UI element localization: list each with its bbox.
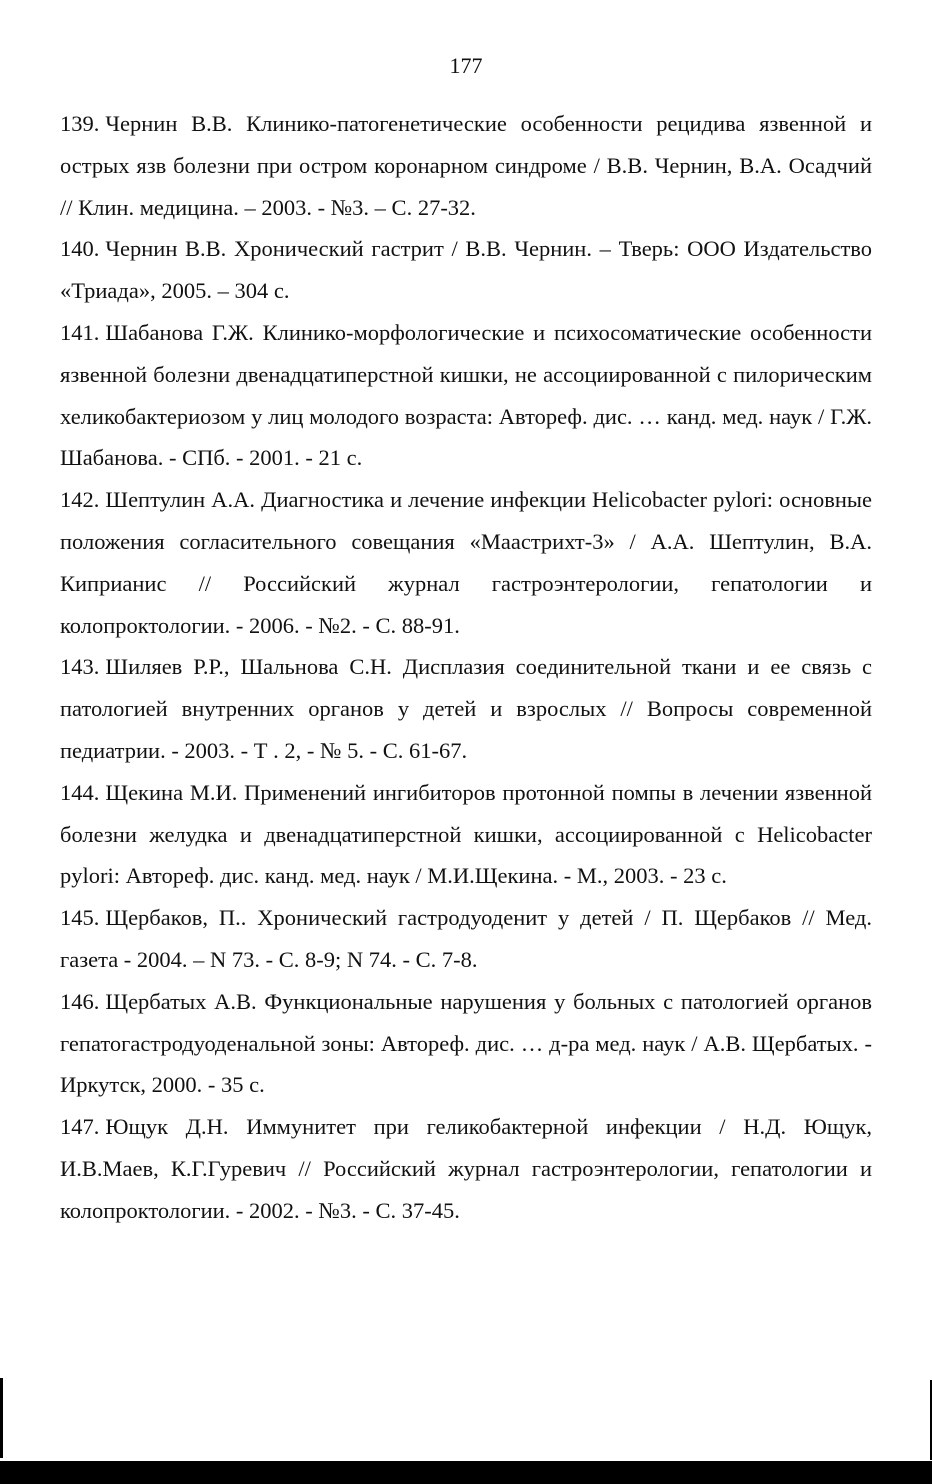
reference-text: Щербаков, П.. Хронический гастродуоденит у детей / П. Щербаков // Мед. газета - 2004. – N 73. - С. 8-9; N 74. - С. 7-8. bbox=[60, 905, 872, 972]
reference-text: Шабанова Г.Ж. Клинико-морфологические и психосоматические особенности язвенной болезни двенадцатиперстной кишки, не ассоциированной с пилорическим хеликобактериозом у лиц молодого возраста: Автореф. дис. … канд. мед. наук / Г.Ж. Шабанова. - СПб. - 2001. - 21 с. bbox=[60, 319, 872, 471]
reference-item-144 bbox=[60, 772, 872, 897]
reference-item-143 bbox=[60, 646, 872, 771]
reference-item-140 bbox=[60, 228, 872, 312]
reference-text: Чернин В.В. Клинико-патогенетические особенности рецидива язвенной и острых язв болезни при остром коронарном синдроме / В.В. Чернин, В.А. Осадчий // Клин. медицина. – 2003. - №3. – С. 27-32. bbox=[60, 111, 872, 220]
reference-text: Чернин В.В. Хронический гастрит / В.В. Чернин. – Тверь: ООО Издательство «Триада», 2005. – 304 с. bbox=[60, 236, 872, 304]
reference-number: 146. bbox=[60, 988, 100, 1014]
reference-number: 140. bbox=[60, 236, 100, 262]
reference-text: Щербатых А.В. Функциональные нарушения у больных с патологией органов гепатогастродуоденальной зоны: Автореф. дис. … д-ра мед. наук / А.В. Щербатых. - Иркутск, 2000. - 35 с. bbox=[60, 988, 872, 1098]
scan-bottom-border bbox=[0, 1461, 932, 1484]
reference-number: 145. bbox=[60, 905, 100, 931]
reference-number: 141. bbox=[60, 319, 100, 345]
reference-number: 144. bbox=[60, 779, 100, 805]
reference-item-145 bbox=[60, 897, 872, 981]
reference-text: Щекина М.И. Применений ингибиторов протонной помпы в лечении язвенной болезни желудка и двенадцатиперстной кишки, ассоциированной с Helicobacter pylori: Автореф. дис. канд. мед. наук / М.И.Щекина. - М., 2003. - 23 с. bbox=[60, 779, 872, 889]
reference-item-147 bbox=[60, 1106, 872, 1231]
reference-text: Шептулин А.А. Диагностика и лечение инфекции Helicobacter pylori: основные положения согласительного совещания «Маастрихт-3» / А.А. Шептулин, В.А. Киприанис // Российский журнал гастроэнтерологии, гепатологии и колопроктологии. - 2006. - №2. - С. 88-91. bbox=[60, 487, 872, 638]
reference-item-146 bbox=[60, 981, 872, 1106]
reference-number: 139. bbox=[60, 111, 100, 136]
reference-number: 142. bbox=[60, 487, 100, 513]
scan-left-edge bbox=[0, 1378, 3, 1458]
reference-item-139 bbox=[60, 103, 872, 228]
reference-text: Шиляев Р.Р., Шальнова С.Н. Дисплазия соединительной ткани и ее связь с патологией внутренних органов у детей и взрослых // Вопросы современной педиатрии. - 2003. - Т . 2, - № 5. - С. 61-67. bbox=[60, 654, 872, 763]
reference-number: 147. bbox=[60, 1114, 100, 1140]
reference-text: Ющук Д.Н. Иммунитет при геликобактерной инфекции / Н.Д. Ющук, И.В.Маев, К.Г.Гуревич // Российский журнал гастроэнтерологии, гепатологии и колопроктологии. - 2002. - №3. - С. 37-45. bbox=[60, 1114, 872, 1223]
reference-number: 143. bbox=[60, 654, 100, 680]
reference-list bbox=[60, 103, 872, 1232]
reference-item-142 bbox=[60, 479, 872, 646]
page-number: 177 bbox=[449, 53, 483, 78]
reference-item-141 bbox=[60, 312, 872, 479]
